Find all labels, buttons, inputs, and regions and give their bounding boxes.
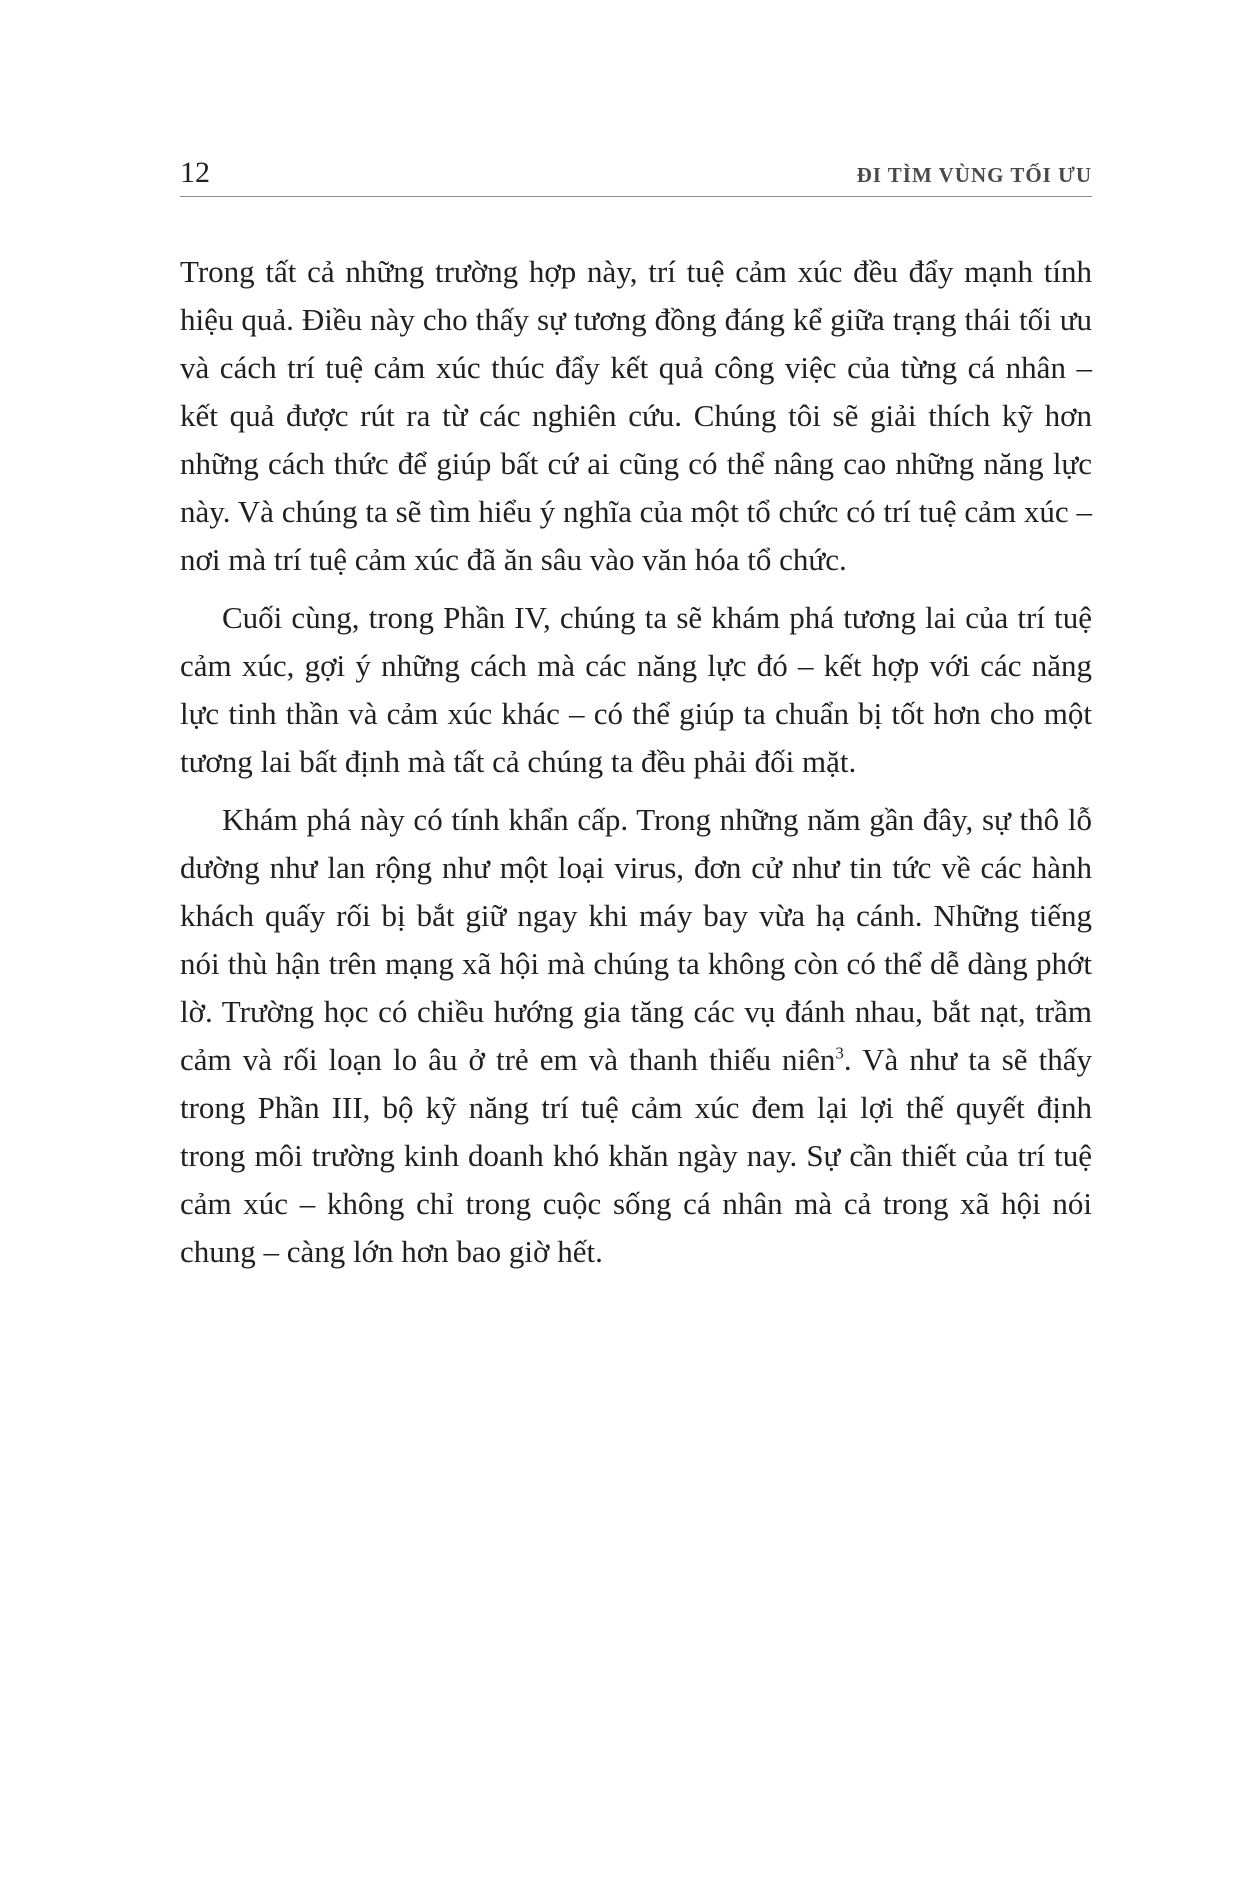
footnote-marker: 3 (835, 1043, 844, 1063)
paragraph-3-text-b: . Và như ta sẽ thấy trong Phần III, bộ kỹ năng trí tuệ cảm xúc đem lại lợi thế quyết định trong môi trường kinh doanh khó khăn ngày nay. Sự cần thiết của trí tuệ cảm xúc – không chỉ trong cuộc sống cá nhân mà cả trong xã hội nói chung – càng lớn hơn bao giờ hết. (180, 1042, 1092, 1269)
body-text (180, 248, 1092, 1286)
page-header (180, 150, 1092, 197)
paragraph-3 (180, 796, 1092, 1276)
paragraph-1: Trong tất cả những trường hợp này, trí tuệ cảm xúc đều đẩy mạnh tính hiệu quả. Điều này cho thấy sự tương đồng đáng kể giữa trạng thái tối ưu và cách trí tuệ cảm xúc thúc đẩy kết quả công việc của từng cá nhân – kết quả được rút ra từ các nghiên cứu. Chúng tôi sẽ giải thích kỹ hơn những cách thức để giúp bất cứ ai cũng có thể nâng cao những năng lực này. Và chúng ta sẽ tìm hiểu ý nghĩa của một tổ chức có trí tuệ cảm xúc – nơi mà trí tuệ cảm xúc đã ăn sâu vào văn hóa tổ chức. (180, 254, 1092, 577)
paragraph-2: Cuối cùng, trong Phần IV, chúng ta sẽ khám phá tương lai của trí tuệ cảm xúc, gợi ý những cách mà các năng lực đó – kết hợp với các năng lực tinh thần và cảm xúc khác – có thể giúp ta chuẩn bị tốt hơn cho một tương lai bất định mà tất cả chúng ta đều phải đối mặt. (180, 600, 1092, 779)
paragraph-3-text-a: Khám phá này có tính khẩn cấp. Trong những năm gần đây, sự thô lỗ dường như lan rộng như một loại virus, đơn cử như tin tức về các hành khách quấy rối bị bắt giữ ngay khi máy bay vừa hạ cánh. Những tiếng nói thù hận trên mạng xã hội mà chúng ta không còn có thể dễ dàng phớt lờ. Trường học có chiều hướng gia tăng các vụ đánh nhau, bắt nạt, trầm cảm và rối loạn lo âu ở trẻ em và thanh thiếu niên (180, 802, 1092, 1077)
page-number: 12 (180, 156, 210, 189)
running-title: ĐI TÌM VÙNG TỐI ƯU (856, 163, 1092, 187)
